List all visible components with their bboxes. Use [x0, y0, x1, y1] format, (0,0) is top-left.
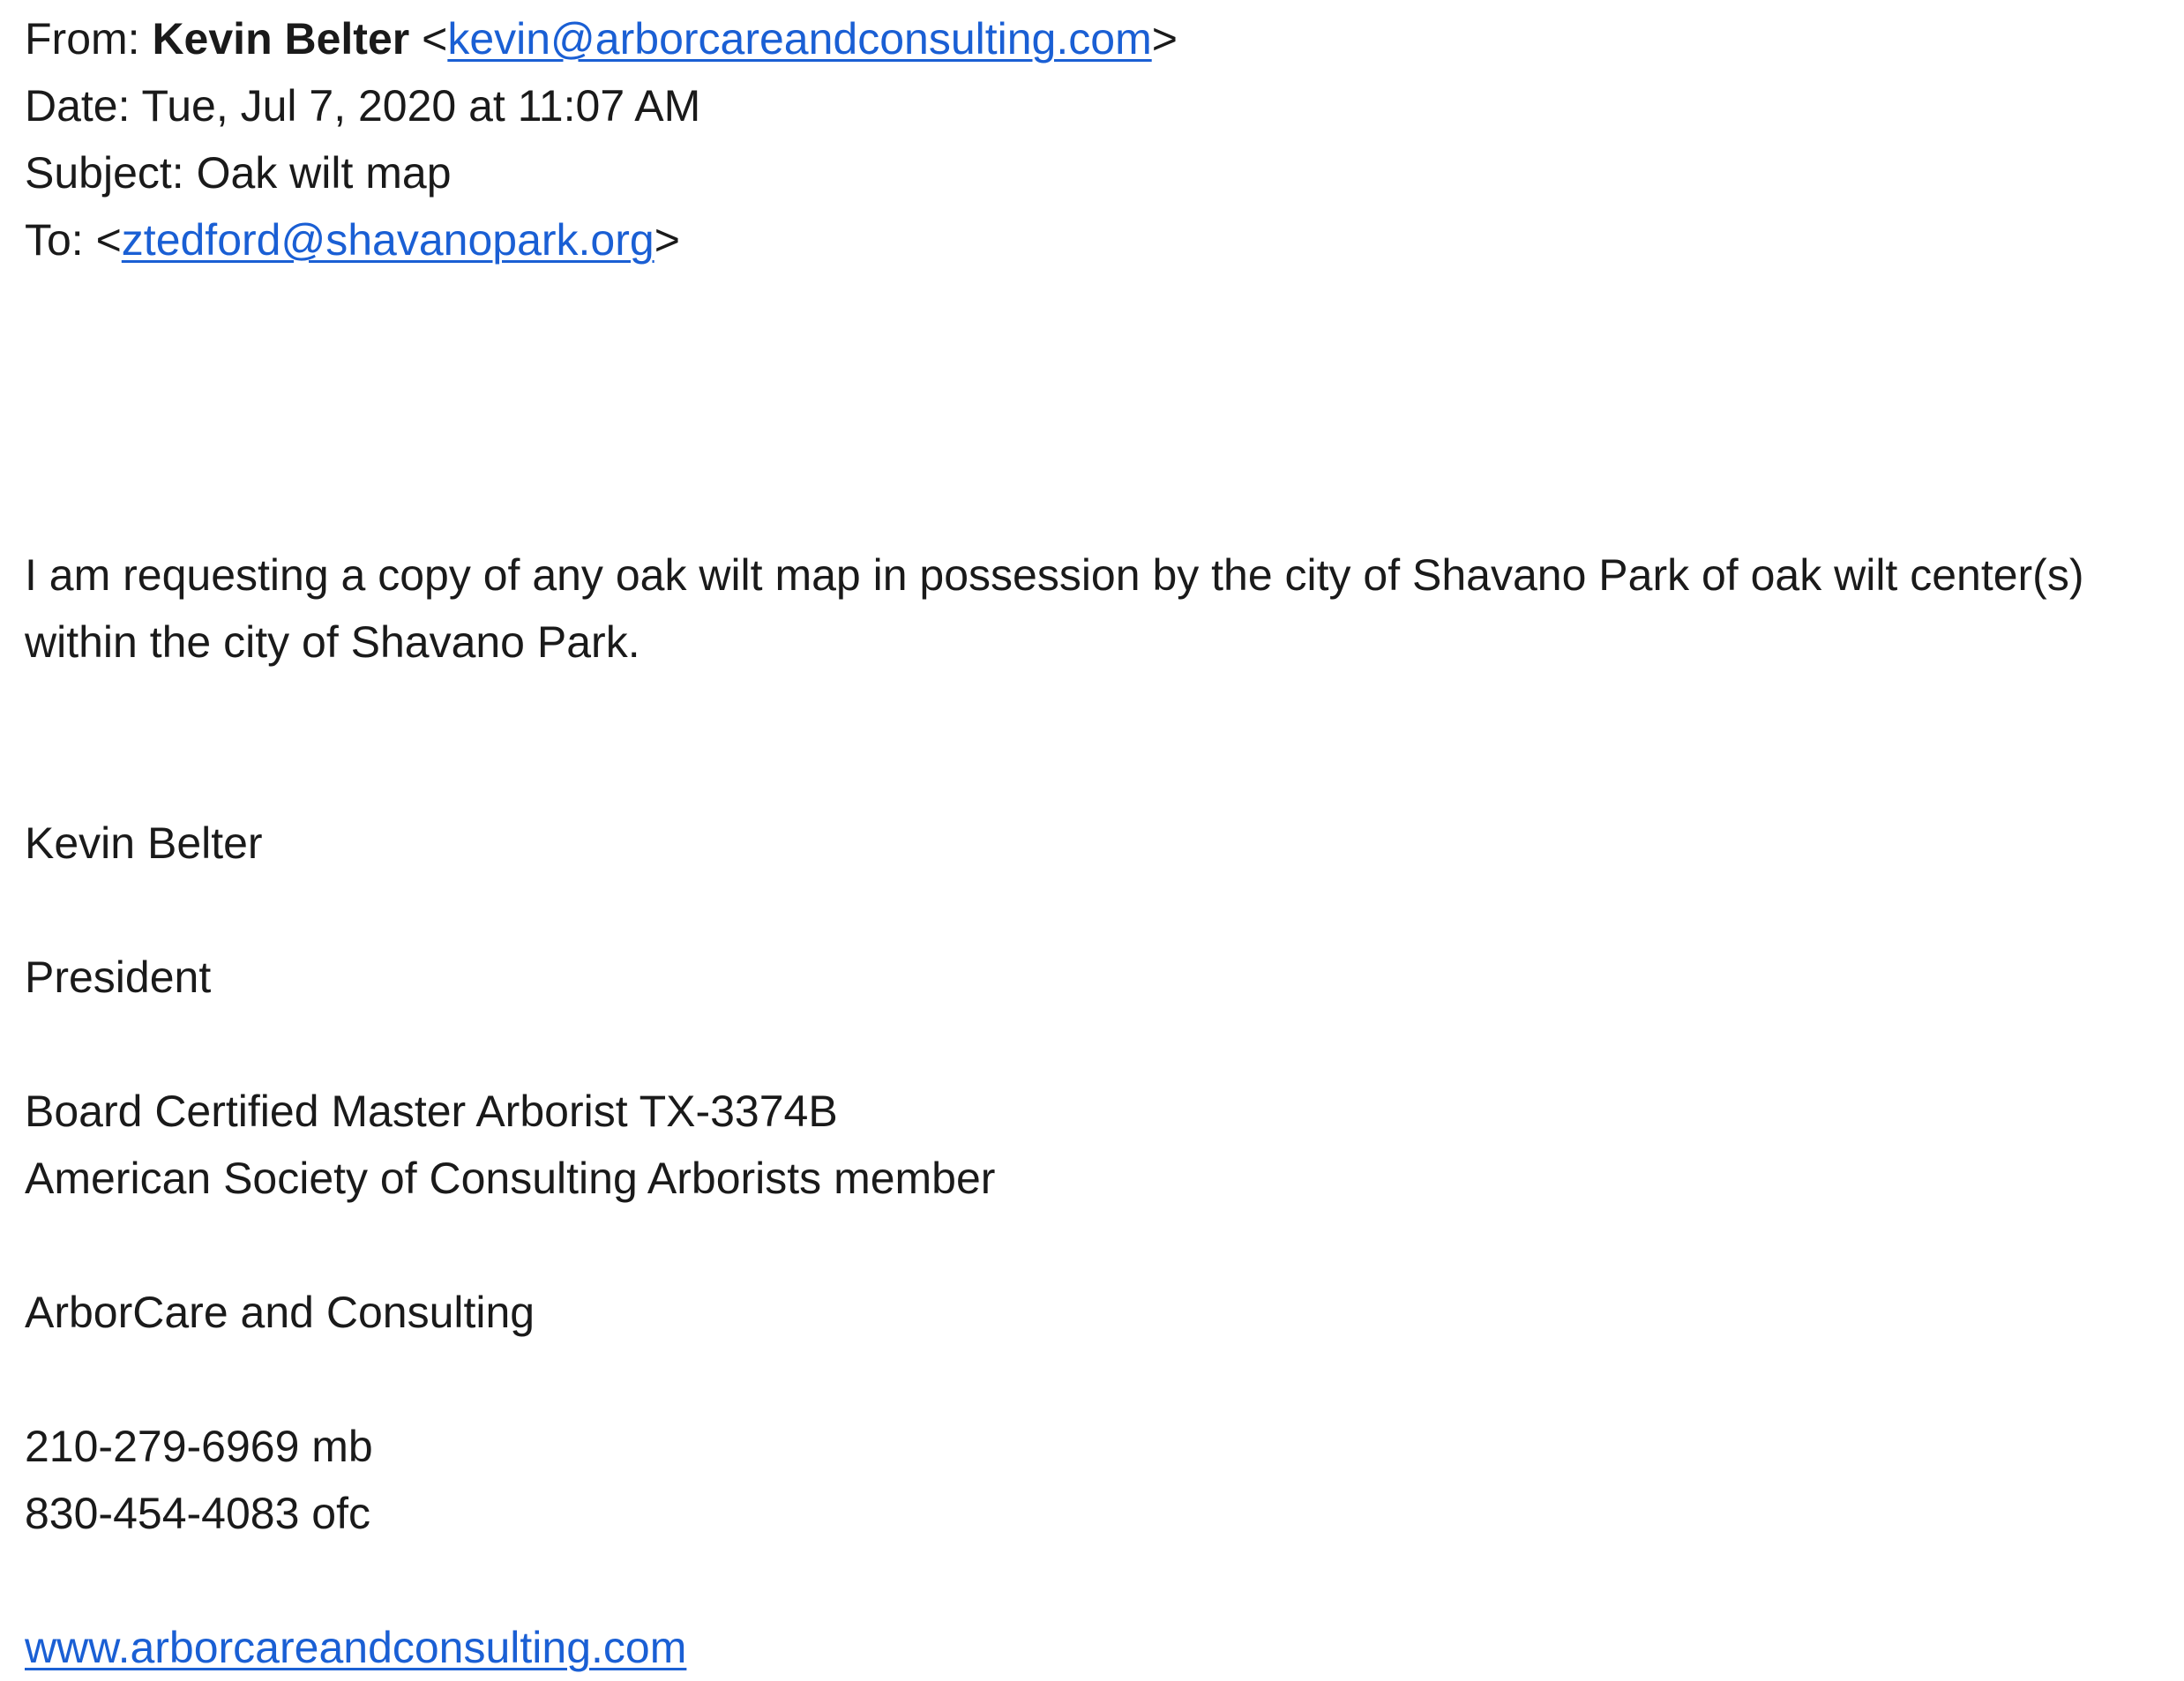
spacer [25, 1547, 2177, 1614]
body-line-1: I am requesting a copy of any oak wilt map in possession by the city of Shavano Park of oak wilt center(s) [25, 550, 2084, 600]
body-line-2: within the city of Shavano Park. [25, 617, 640, 667]
signature-phone-mobile: 210-279-6969 mb [25, 1422, 373, 1471]
subject-label: Subject: [25, 148, 184, 198]
signature-title: President [25, 953, 212, 1002]
date-value: Tue, Jul 7, 2020 at 11:07 AM [141, 81, 701, 131]
from-line: From: Kevin Belter <kevin@arborcareandconsulting.com> [25, 14, 1178, 64]
website-link[interactable]: www.arborcareandconsulting.com [25, 1623, 687, 1672]
date-label: Date: [25, 81, 131, 131]
header-spacer [25, 273, 2177, 542]
subject-line [25, 139, 2177, 206]
signature-membership: American Society of Consulting Arborists member [25, 1154, 996, 1203]
to-label: To: [25, 215, 84, 265]
sender-name: Kevin Belter [152, 14, 410, 64]
spacer [25, 1346, 2177, 1413]
signature-company: ArborCare and Consulting [25, 1288, 535, 1337]
recipient-email-link[interactable]: ztedford@shavanopark.org [121, 215, 654, 265]
from-label: From: [25, 14, 140, 64]
spacer [25, 1212, 2177, 1279]
signature-certification: Board Certified Master Arborist TX-3374B [25, 1087, 838, 1136]
email-message [25, 5, 2177, 1681]
to-line: To: <ztedford@shavanopark.org> [25, 215, 680, 265]
date-line [25, 72, 2177, 139]
body-spacer [25, 676, 2177, 810]
signature-name: Kevin Belter [25, 818, 263, 868]
subject-value: Oak wilt map [196, 148, 452, 198]
signature-phone-office: 830-454-4083 ofc [25, 1489, 370, 1538]
sender-email-link[interactable]: kevin@arborcareandconsulting.com [447, 14, 1152, 64]
signature-website-line [25, 1614, 2177, 1681]
spacer [25, 877, 2177, 944]
spacer [25, 1011, 2177, 1078]
